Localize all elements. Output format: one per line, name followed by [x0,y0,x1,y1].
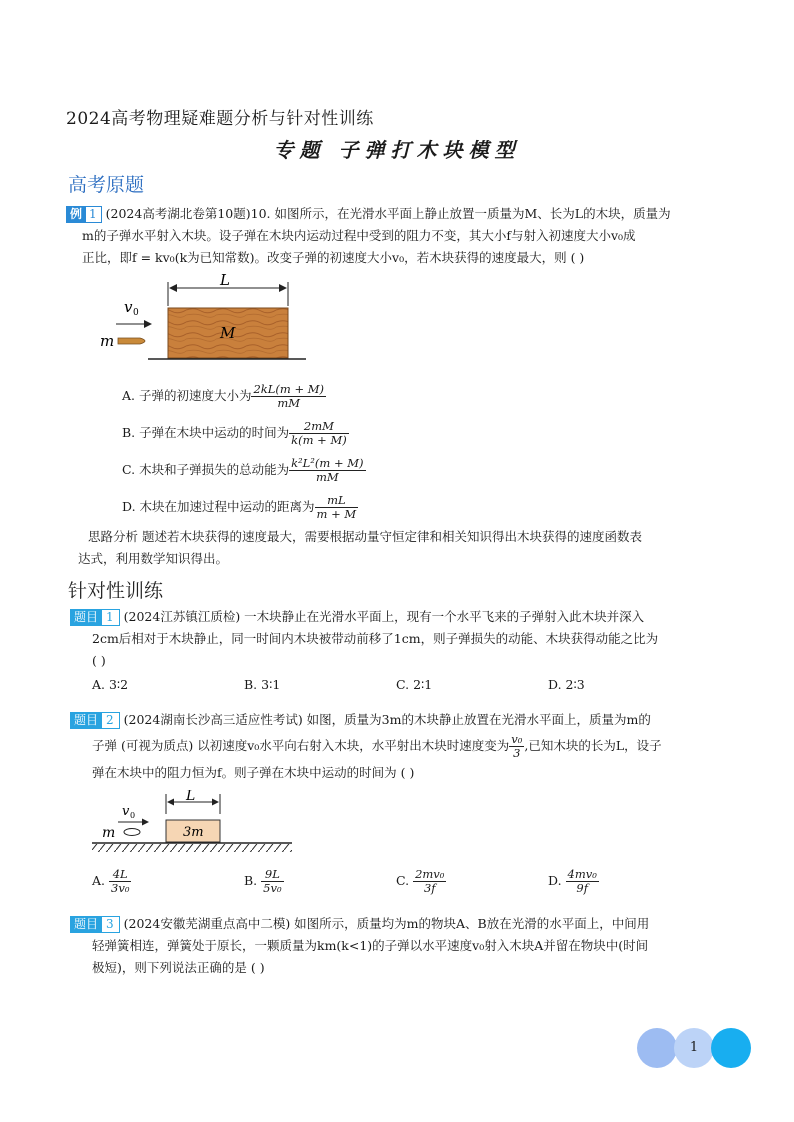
question-3 [70,913,760,979]
question-3-line-1 [70,913,760,935]
section-heading-original: 高考原题 [68,174,145,196]
option-d-fraction: $\frac{mL}{m + M}$ [316,493,357,521]
section-heading-training: 针对性训练 [68,580,164,602]
bullet-block-figure [96,270,316,375]
example-1-line-3: 正比，即f = kv₀(k为已知常数)。改变子弹的初速度大小v₀，若木块获得的速度最大，则 ( ) [82,250,585,265]
question-2-line-2 [70,733,760,760]
question-1 [70,606,750,672]
example-1-option-b[interactable] [122,420,349,447]
q2-option-b-label: B. [244,873,258,888]
velocity-label: v [124,298,133,316]
example-1-option-a[interactable] [122,383,326,410]
q1-option-b[interactable]: B. 3∶1 [244,677,281,692]
page-decoration-right [711,1028,751,1068]
option-c-text: C. 木块和子弹损失的总动能为 [122,462,290,477]
question-badge: 题目 [70,609,102,626]
q1-option-a[interactable]: A. 3∶2 [92,677,129,692]
block-3m-label: 3m [183,825,204,840]
question-2 [70,707,760,786]
v0-over-3-fraction: $\frac{\text{v₀}}{3}$ [511,732,523,760]
q2-option-d-label: D. [548,873,562,888]
q2-option-a-label: A. [92,873,106,888]
option-b-text: B. 子弹在木块中运动的时间为 [122,425,290,440]
example-1-line-1-text: (2024高考湖北卷第10题)10. 如图所示，在光滑水平面上静止放置一质量为M、长为L的木块，质量为 [105,206,671,221]
option-b-fraction: $\frac{2mM}{k(m + M)}$ [291,419,347,447]
q2-option-c-label: C. [396,873,410,888]
question-2-line-2b: ,已知木块的长为L，设子 [524,738,662,753]
example-badge: 例 [66,206,86,223]
question-3-line-2: 轻弹簧相连，弹簧处于原长，一颗质量为km(k<1)的子弹以水平速度v₀射入木块A并留在物块中(时间 [92,938,649,953]
bullet-icon [124,829,140,836]
q2-option-c-fraction: $\frac{\text{2mv₀}}{3f}$ [415,867,445,895]
question-num: 3 [100,916,120,933]
q2-option-a[interactable] [92,868,131,895]
question-num: 2 [100,712,120,729]
question-2-line-2a: 子弹 (可视为质点) 以初速度v₀水平向右射入木块，水平射出木块时速度变为 [92,738,510,753]
question-3-line-3: 极短)，则下列说法正确的是 ( ) [92,960,265,975]
document-title: 2024高考物理疑难题分析与针对性训练 [66,109,374,129]
q2-option-b[interactable] [244,868,284,895]
question-1-line-1 [70,606,750,628]
page-decoration-left [637,1028,677,1068]
example-1-line-2: m的子弹水平射入木块。设子弹在木块内运动过程中受到的阻力不变，其大小f与射入初速度大小v₀成 [82,228,636,243]
analysis-line-2: 达式，利用数学知识得出。 [78,551,229,566]
example-1-text [66,203,746,269]
page-number: 1 [674,1028,714,1068]
question-badge: 题目 [70,916,102,933]
question-1-line-2: 2cm后相对于木块静止，同一时间内木块被带动前移了1cm，则子弹损失的动能、木块获得动能之比为 [92,631,659,646]
q1-option-c[interactable]: C. 2∶1 [396,677,433,692]
velocity-subscript: 0 [133,308,139,318]
figure-2-bullet-label: m [102,825,116,841]
bullet-icon [118,338,145,344]
question-2-line-1 [70,707,760,733]
bullet-mass-label: m [100,332,115,350]
option-d-text: D. 木块在加速过程中运动的距离为 [122,499,315,514]
example-1-line-1 [66,203,746,225]
q2-option-d[interactable] [548,868,599,895]
example-badge-num: 1 [84,206,102,223]
figure-length-label: L [220,271,230,289]
q2-option-c[interactable] [396,868,446,895]
question-2-line-1-text: (2024湖南长沙高三适应性考试) 如图，质量为3m的木块静止放置在光滑水平面上，质量为m的 [123,712,651,727]
document-subtitle: 专题 子弹打木块模型 [273,138,521,162]
figure-2-velocity-subscript: 0 [130,811,136,820]
q2-option-b-fraction: $\frac{9L}{\text{5v₀}}$ [263,867,282,895]
option-c-fraction: $\frac{\text{k²L²(m + M)}}{mM}$ [291,456,364,484]
question-1-line-1-text: (2024江苏镇江质检) 一木块静止在光滑水平面上，现有一个水平飞来的子弹射入此木块并深入 [123,609,645,624]
q2-option-d-fraction: $\frac{\text{4mv₀}}{9f}$ [567,867,597,895]
figure-2-length-label: L [186,790,196,804]
analysis [78,526,748,570]
example-1-option-c[interactable] [122,457,366,484]
question-2-line-3: 弹在木块中的阻力恒为f。则子弹在木块中运动的时间为 ( ) [92,765,415,780]
bullet-block-figure-2 [92,790,292,860]
question-1-line-3: ( ) [92,653,106,668]
q2-option-a-fraction: $\frac{4L}{\text{3v₀}}$ [111,867,130,895]
question-3-line-1-text: (2024安徽芜湖重点高中二模) 如图所示，质量均为m的物块A、B放在光滑的水平面上，中间用 [123,916,650,931]
analysis-line-1: 思路分析 题述若木块获得的速度最大，需要根据动量守恒定律和相关知识得出木块获得的速度函数表 [88,529,642,544]
block-mass-label: M [220,324,236,342]
option-a-text: A. 子弹的初速度大小为 [122,388,252,403]
option-a-fraction: $\frac{2kL(m + M)}{mM}$ [253,382,325,410]
question-num: 1 [100,609,120,626]
example-1-option-d[interactable] [122,494,358,521]
question-badge: 题目 [70,712,102,729]
q1-option-d[interactable]: D. 2∶3 [548,677,585,692]
figure-2-velocity-label: v [122,804,130,819]
